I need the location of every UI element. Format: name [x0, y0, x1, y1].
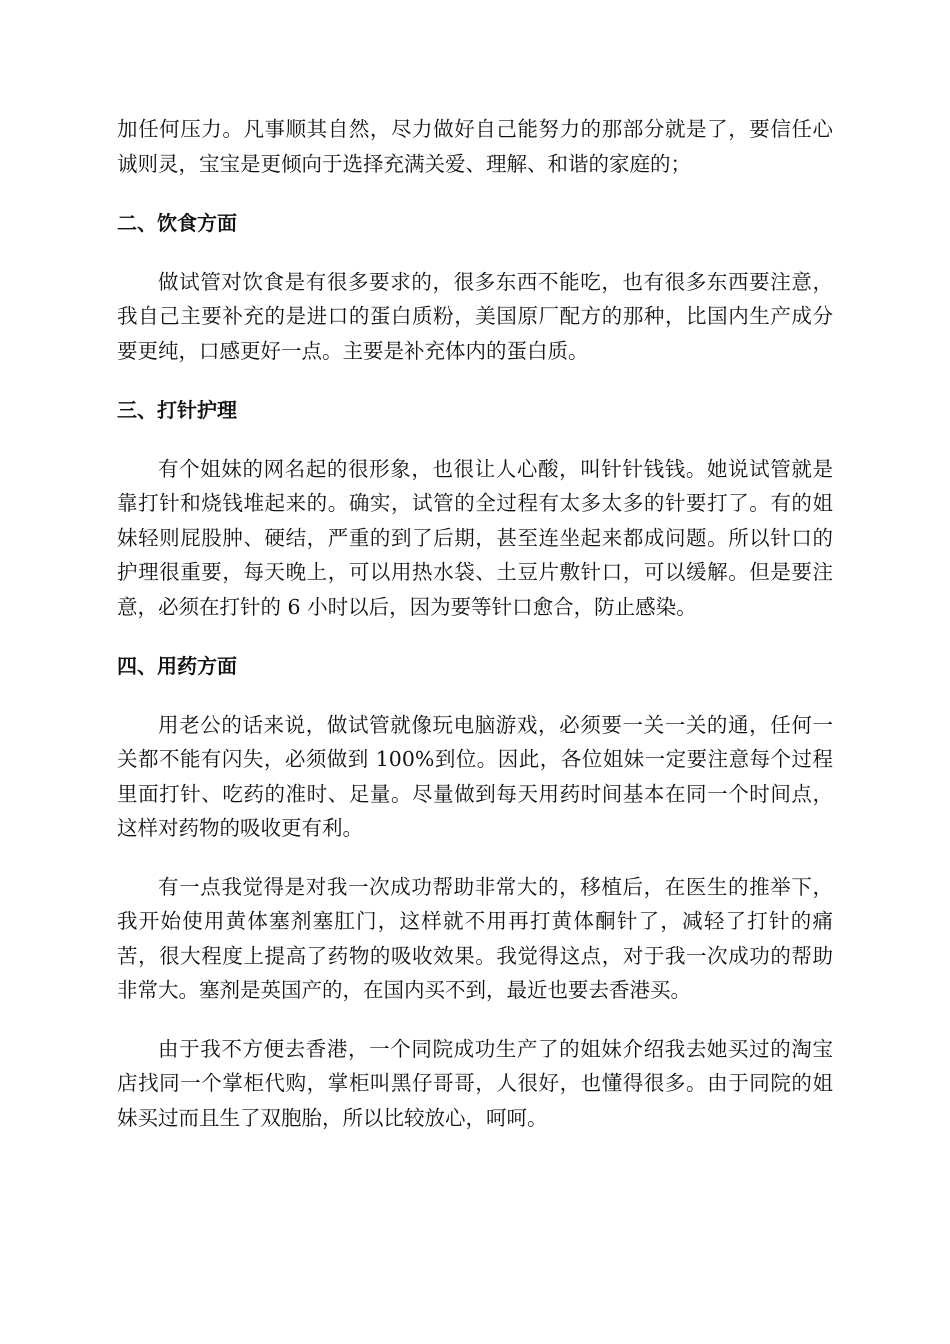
intro-paragraph: 加任何压力。凡事顺其自然，尽力做好自己能努力的那部分就是了，要信任心诚则灵，宝宝是更倾向于选择充满关爱、理解、和谐的家庭的； — [117, 117, 833, 176]
section-heading-diet: 二、饮食方面 — [117, 211, 237, 235]
injection-care-paragraph: 有个姐妹的网名起的很形象，也很让人心酸，叫针针钱钱。她说试管就是靠打针和烧钱堆起来的。确实，试管的全过程有太多太多的针要打了。有的姐妹轻则屁股肿、硬结，严重的到了后期，甚至连坐起来都成问题。所以针口的护理很重要，每天晚上，可以用热水袋、土豆片敷针口，可以缓解。但是要注意，必须在打针的 6 小时以后，因为要等针口愈合，防止感染。 — [117, 456, 833, 619]
section-heading-medication: 四、用药方面 — [117, 654, 237, 678]
medication-paragraph-1: 用老公的话来说，做试管就像玩电脑游戏，必须要一关一关的通，任何一关都不能有闪失，必须做到 100%到位。因此，各位姐妹一定要注意每个过程里面打针、吃药的准时、足量。尽量做到每天用药时间基本在同一个时间点，这样对药物的吸收更有利。 — [117, 712, 833, 840]
document-page — [117, 112, 833, 1135]
diet-paragraph: 做试管对饮食是有很多要求的，很多东西不能吃，也有很多东西要注意，我自己主要补充的是进口的蛋白质粉，美国原厂配方的那种，比国内生产成分要更纯，口感更好一点。主要是补充体内的蛋白质。 — [117, 269, 833, 363]
section-heading-injection-care: 三、打针护理 — [117, 398, 237, 422]
medication-paragraph-3: 由于我不方便去香港，一个同院成功生产了的姐妹介绍我去她买过的淘宝店找同一个掌柜代购，掌柜叫黑仔哥哥，人很好，也懂得很多。由于同院的姐妹买过而且生了双胞胎，所以比较放心，呵呵。 — [117, 1036, 833, 1130]
medication-paragraph-2: 有一点我觉得是对我一次成功帮助非常大的，移植后，在医生的推举下，我开始使用黄体塞剂塞肛门，这样就不用再打黄体酮针了，减轻了打针的痛苦，很大程度上提高了药物的吸收效果。我觉得这点，对于我一次成功的帮助非常大。塞剂是英国产的，在国内买不到，最近也要去香港买。 — [117, 874, 833, 1002]
